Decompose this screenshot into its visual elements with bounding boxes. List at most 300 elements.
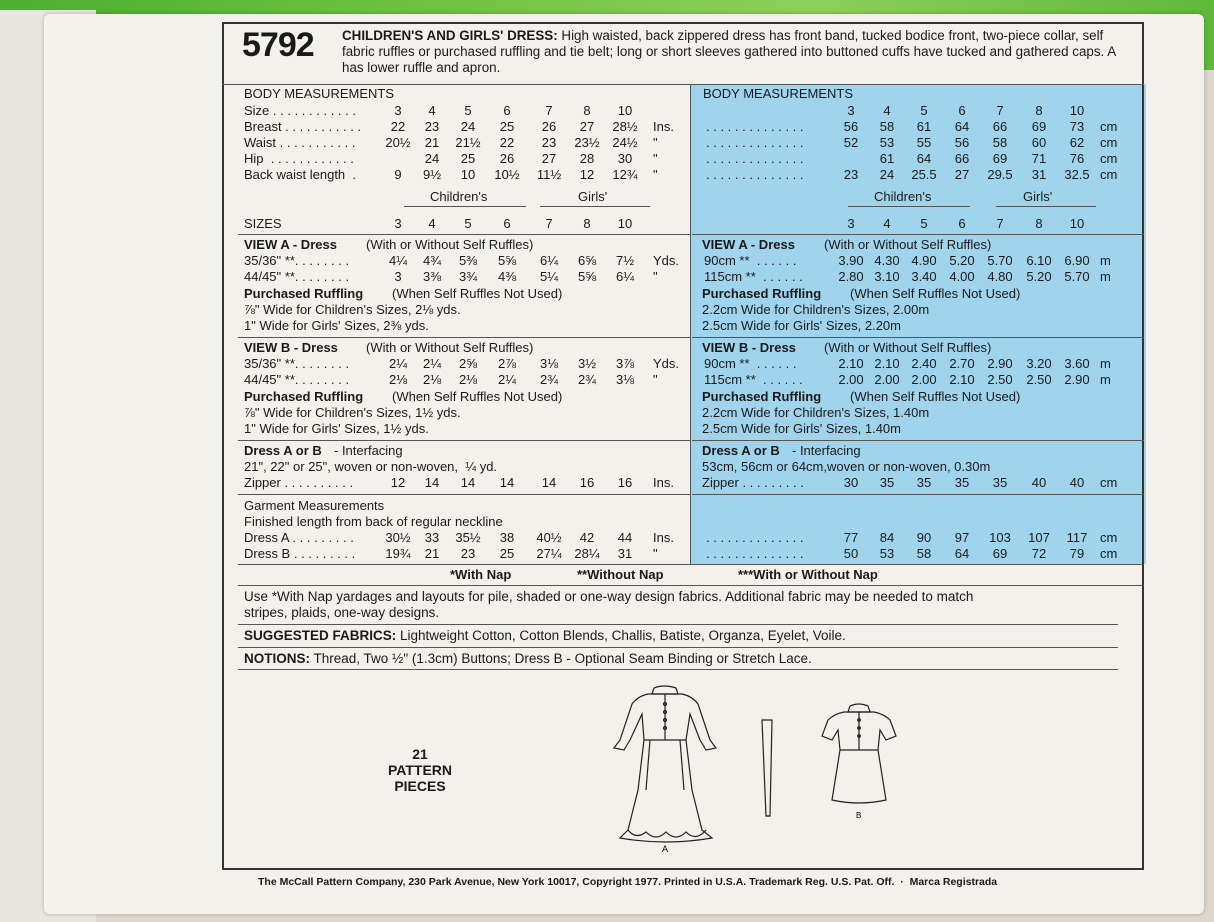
cell-value: 3⅛ bbox=[615, 372, 635, 387]
dot-leader: . . . . . . . . . . . . . . bbox=[706, 151, 804, 166]
cell-value: 3½ bbox=[577, 356, 597, 371]
cell-value: 56 bbox=[843, 119, 859, 134]
purchased-ruffling-sub: (When Self Ruffles Not Used) bbox=[392, 389, 563, 404]
view-b-title: VIEW B - Dress bbox=[702, 340, 796, 355]
divider bbox=[238, 647, 1118, 648]
cell-value: 3 bbox=[394, 103, 402, 118]
row-label: Breast . . . . . . . . . . . bbox=[244, 119, 362, 134]
cell-value: 10½ bbox=[494, 167, 520, 182]
cell-value: 4.80 bbox=[987, 269, 1013, 284]
cell-value: 7 bbox=[996, 103, 1004, 118]
cell-value: 69 bbox=[992, 546, 1008, 561]
cell-value: 35 bbox=[954, 475, 970, 490]
size: 8 bbox=[1035, 216, 1043, 231]
cell-value: 8 bbox=[583, 103, 591, 118]
column-divider bbox=[690, 84, 691, 564]
cell-value: 5.20 bbox=[949, 253, 975, 268]
unit: cm bbox=[1100, 151, 1118, 166]
cell-value: 3.90 bbox=[838, 253, 864, 268]
cell-value: 29.5 bbox=[987, 167, 1013, 182]
cell-value: 4.90 bbox=[911, 253, 937, 268]
row-label: 115cm ** . . . . . . bbox=[704, 269, 803, 284]
ruffling-girls: 2.5cm Wide for Girls' Sizes, 1.40m bbox=[702, 421, 901, 436]
cell-value: 2.00 bbox=[874, 372, 900, 387]
cell-value: 2⅛ bbox=[458, 372, 478, 387]
divider bbox=[692, 337, 1144, 338]
sizes-label: SIZES bbox=[244, 216, 282, 231]
row-label: 115cm ** . . . . . . bbox=[704, 372, 803, 387]
row-label: 90cm ** . . . . . . bbox=[704, 356, 797, 371]
cell-value: 61 bbox=[916, 119, 932, 134]
divider bbox=[848, 206, 970, 207]
cell-value: 5⅝ bbox=[577, 269, 597, 284]
cell-value: 4¾ bbox=[422, 253, 442, 268]
cell-value: 69 bbox=[992, 151, 1008, 166]
cell-value: 30 bbox=[617, 151, 633, 166]
purchased-ruffling-sub: (When Self Ruffles Not Used) bbox=[850, 389, 1021, 404]
cell-value: 23 bbox=[843, 167, 859, 182]
cell-value: 14 bbox=[541, 475, 557, 490]
cell-value: 6¼ bbox=[539, 253, 559, 268]
cell-value: 32.5 bbox=[1064, 167, 1090, 182]
cell-value: 2.90 bbox=[987, 356, 1013, 371]
without-nap-label: **Without Nap bbox=[577, 567, 664, 582]
cell-value: 72 bbox=[1031, 546, 1047, 561]
garment-sub: Finished length from back of regular neckline bbox=[244, 514, 503, 529]
fig-label-b: B bbox=[856, 811, 862, 820]
cell-value: 6.10 bbox=[1026, 253, 1052, 268]
fig-label-a: A bbox=[662, 844, 669, 854]
unit: " bbox=[653, 135, 658, 150]
divider bbox=[238, 585, 1144, 586]
cell-value: 44 bbox=[617, 530, 633, 545]
cell-value: 25 bbox=[499, 546, 515, 561]
unit: cm bbox=[1100, 530, 1118, 545]
cell-value: 12 bbox=[579, 167, 595, 182]
cell-value: 25 bbox=[460, 151, 476, 166]
size: 8 bbox=[583, 216, 591, 231]
cell-value: 6.90 bbox=[1064, 253, 1090, 268]
ruffling-children: 2.2cm Wide for Children's Sizes, 1.40m bbox=[702, 405, 930, 420]
divider bbox=[238, 234, 690, 235]
unit: Yds. bbox=[653, 356, 680, 371]
divider bbox=[540, 206, 650, 207]
cell-value: 2.10 bbox=[838, 356, 864, 371]
purchased-ruffling-sub: (When Self Ruffles Not Used) bbox=[850, 286, 1021, 301]
cell-value: 55 bbox=[916, 135, 932, 150]
cell-value: 21½ bbox=[455, 135, 481, 150]
cell-value: 73 bbox=[1069, 119, 1085, 134]
interfacing-sub: - Interfacing bbox=[792, 443, 861, 458]
cell-value: 2.00 bbox=[838, 372, 864, 387]
size: 6 bbox=[958, 216, 966, 231]
size: 4 bbox=[428, 216, 436, 231]
cell-value: 3.40 bbox=[911, 269, 937, 284]
purchased-ruffling-title: Purchased Ruffling bbox=[244, 389, 364, 404]
cell-value: 12 bbox=[390, 475, 406, 490]
divider bbox=[692, 234, 1144, 235]
cell-value: 53 bbox=[879, 546, 895, 561]
body-measurements-title: BODY MEASUREMENTS bbox=[703, 86, 854, 101]
cell-value: 4¼ bbox=[388, 253, 408, 268]
unit: m bbox=[1100, 372, 1111, 387]
notions-label: NOTIONS: bbox=[244, 651, 310, 666]
cell-value: 23 bbox=[541, 135, 557, 150]
cell-value: 38 bbox=[499, 530, 515, 545]
unit: Yds. bbox=[653, 253, 680, 268]
girls-label: Girls' bbox=[1023, 189, 1053, 204]
fabrics-label: SUGGESTED FABRICS: bbox=[244, 628, 397, 643]
cell-value: 9 bbox=[394, 167, 402, 182]
fabrics-text: Lightweight Cotton, Cotton Blends, Challis, Batiste, Organza, Eyelet, Voile. bbox=[400, 628, 846, 643]
cell-value: 2.50 bbox=[1026, 372, 1052, 387]
pattern-pieces-count bbox=[380, 746, 460, 794]
cell-value: 5.20 bbox=[1026, 269, 1052, 284]
dot-leader: . . . . . . . . . . . . . . bbox=[706, 135, 804, 150]
row-label: 44/45" **. . . . . . . . bbox=[244, 269, 350, 284]
cell-value: 69 bbox=[1031, 119, 1047, 134]
size: 6 bbox=[503, 216, 511, 231]
cell-value: 25 bbox=[499, 119, 515, 134]
cell-value: 27 bbox=[579, 119, 595, 134]
cell-value: 4.30 bbox=[874, 253, 900, 268]
cell-value: 5 bbox=[464, 103, 472, 118]
cell-value: 33 bbox=[424, 530, 440, 545]
description-text: High waisted, back zippered dress has front band, tucked bodice front, two-piece collar, self fabric ruffles or purchased ruffling and tie belt; long or short sleeves gathered into buttoned cuffs have tucked and gathered caps. A has lower ruffle and apron. bbox=[342, 28, 1116, 75]
cell-value: 21 bbox=[424, 546, 440, 561]
cell-value: 6¼ bbox=[615, 269, 635, 284]
dress-a-illustration bbox=[606, 680, 726, 870]
view-a-title: VIEW A - Dress bbox=[702, 237, 795, 252]
cell-value: 27 bbox=[954, 167, 970, 182]
row-label: Back waist length . bbox=[244, 167, 356, 182]
cell-value: 27 bbox=[541, 151, 557, 166]
cell-value: 8 bbox=[1035, 103, 1043, 118]
cell-value: 2.80 bbox=[838, 269, 864, 284]
size: 7 bbox=[545, 216, 553, 231]
cell-value: 40 bbox=[1069, 475, 1085, 490]
divider bbox=[996, 206, 1096, 207]
pieces-line1: PATTERN bbox=[387, 762, 453, 778]
unit: Ins. bbox=[653, 119, 674, 134]
cell-value: 76 bbox=[1069, 151, 1085, 166]
cell-value: 64 bbox=[954, 119, 970, 134]
cell-value: 3 bbox=[847, 103, 855, 118]
cell-value: 23½ bbox=[574, 135, 600, 150]
cell-value: 22 bbox=[390, 119, 406, 134]
use-text-1: Use *With Nap yardages and layouts for pile, shaded or one-way design fabrics. Additional fabric may be needed to match bbox=[244, 589, 974, 604]
cell-value: 2¼ bbox=[422, 356, 442, 371]
unit: m bbox=[1100, 269, 1111, 284]
interfacing-sub: - Interfacing bbox=[334, 443, 403, 458]
cell-value: 3⅞ bbox=[615, 356, 635, 371]
purchased-ruffling-sub: (When Self Ruffles Not Used) bbox=[392, 286, 563, 301]
cell-value: 3 bbox=[394, 269, 402, 284]
cell-value: 35 bbox=[916, 475, 932, 490]
cell-value: 52 bbox=[843, 135, 859, 150]
divider bbox=[238, 564, 1144, 565]
cell-value: 23 bbox=[460, 546, 476, 561]
cell-value: 6 bbox=[503, 103, 511, 118]
tie-belt-illustration bbox=[758, 716, 778, 822]
cell-value: 3.10 bbox=[874, 269, 900, 284]
dot-leader: . . . . . . . . . . . . . . bbox=[706, 167, 804, 182]
cell-value: 58 bbox=[992, 135, 1008, 150]
cell-value: 61 bbox=[879, 151, 895, 166]
cell-value: 117 bbox=[1066, 530, 1088, 545]
cell-value: 28 bbox=[579, 151, 595, 166]
divider bbox=[238, 624, 1118, 625]
cell-value: 16 bbox=[617, 475, 633, 490]
view-a-sub: (With or Without Self Ruffles) bbox=[824, 237, 992, 252]
divider bbox=[222, 84, 1144, 85]
girls-label: Girls' bbox=[578, 189, 608, 204]
size: 7 bbox=[996, 216, 1004, 231]
cell-value: 2.10 bbox=[874, 356, 900, 371]
row-label: Waist . . . . . . . . . . . bbox=[244, 135, 356, 150]
size: 10 bbox=[617, 216, 633, 231]
ruffling-children: ⅞" Wide for Children's Sizes, 2⅛ yds. bbox=[244, 302, 461, 317]
cell-value: 107 bbox=[1028, 530, 1050, 545]
row-label: Dress B . . . . . . . . . bbox=[244, 546, 356, 561]
pieces-line2: PIECES bbox=[394, 778, 446, 794]
purchased-ruffling-title: Purchased Ruffling bbox=[702, 389, 822, 404]
divider bbox=[238, 669, 1118, 670]
cell-value: 30½ bbox=[385, 530, 411, 545]
dot-leader: . . . . . . . . . . . . . . bbox=[706, 530, 804, 545]
cell-value: 71 bbox=[1031, 151, 1047, 166]
unit: " bbox=[653, 151, 658, 166]
childrens-label: Children's bbox=[874, 189, 932, 204]
unit: m bbox=[1100, 356, 1111, 371]
cell-value: 97 bbox=[954, 530, 970, 545]
row-label: 90cm ** . . . . . . bbox=[704, 253, 797, 268]
cell-value: 10 bbox=[617, 103, 633, 118]
cell-value: 42 bbox=[579, 530, 595, 545]
ruffling-girls: 1" Wide for Girls' Sizes, 2⅜ yds. bbox=[244, 318, 429, 333]
unit: " bbox=[653, 546, 658, 561]
cell-value: 20½ bbox=[385, 135, 411, 150]
size: 5 bbox=[920, 216, 928, 231]
view-b-title: VIEW B - Dress bbox=[244, 340, 338, 355]
unit: cm bbox=[1100, 119, 1118, 134]
cell-value: 6 bbox=[958, 103, 966, 118]
cell-value: 24½ bbox=[612, 135, 638, 150]
size: 3 bbox=[847, 216, 855, 231]
dot-leader: . . . . . . . . . . . . . . bbox=[706, 546, 804, 561]
cell-value: 4 bbox=[883, 103, 891, 118]
cell-value: 7 bbox=[545, 103, 553, 118]
cell-value: 62 bbox=[1069, 135, 1085, 150]
size: 3 bbox=[394, 216, 402, 231]
cell-value: 23 bbox=[424, 119, 440, 134]
cell-value: 5.70 bbox=[987, 253, 1013, 268]
cell-value: 30 bbox=[843, 475, 859, 490]
cell-value: 31 bbox=[617, 546, 633, 561]
notions-text: Thread, Two ½" (1.3cm) Buttons; Dress B - Optional Seam Binding or Stretch Lace. bbox=[313, 651, 812, 666]
view-b-sub: (With or Without Self Ruffles) bbox=[824, 340, 992, 355]
pattern-description bbox=[342, 28, 1132, 76]
row-label: 35/36" **. . . . . . . . bbox=[244, 253, 350, 268]
cell-value: 21 bbox=[424, 135, 440, 150]
description-title: CHILDREN'S AND GIRLS' DRESS: bbox=[342, 28, 558, 43]
cell-value: 2.10 bbox=[949, 372, 975, 387]
with-nap-label: *With Nap bbox=[450, 567, 512, 582]
cell-value: 10 bbox=[460, 167, 476, 182]
row-label: 35/36" **. . . . . . . . bbox=[244, 356, 350, 371]
footer-copyright: The McCall Pattern Company, 230 Park Avenue, New York 10017, Copyright 1977. Printed in U.S.A. Trademark Reg. U.S. Pat. Off. · Marca Registrada bbox=[258, 876, 998, 888]
cell-value: 2.40 bbox=[911, 356, 937, 371]
cell-value: 5⅜ bbox=[458, 253, 478, 268]
cell-value: 3.60 bbox=[1064, 356, 1090, 371]
purchased-ruffling-title: Purchased Ruffling bbox=[702, 286, 822, 301]
unit: cm bbox=[1100, 167, 1118, 182]
cell-value: 5¼ bbox=[539, 269, 559, 284]
cell-value: 14 bbox=[499, 475, 515, 490]
cell-value: 4 bbox=[428, 103, 436, 118]
either-nap-label: ***With or Without Nap bbox=[738, 567, 878, 582]
cell-value: 14 bbox=[460, 475, 476, 490]
cell-value: 14 bbox=[424, 475, 440, 490]
cell-value: 2⅛ bbox=[422, 372, 442, 387]
cell-value: 2.00 bbox=[911, 372, 937, 387]
cell-value: 53 bbox=[879, 135, 895, 150]
ruffling-children: 2.2cm Wide for Children's Sizes, 2.00m bbox=[702, 302, 930, 317]
cell-value: 5 bbox=[920, 103, 928, 118]
view-a-title: VIEW A - Dress bbox=[244, 237, 337, 252]
cell-value: 2⅞ bbox=[497, 356, 517, 371]
cell-value: 3¾ bbox=[458, 269, 478, 284]
cell-value: 11½ bbox=[536, 167, 562, 182]
interfacing-title: Dress A or B bbox=[244, 443, 322, 458]
cell-value: 2¾ bbox=[539, 372, 559, 387]
cell-value: 84 bbox=[879, 530, 895, 545]
cell-value: 103 bbox=[989, 530, 1011, 545]
cell-value: 64 bbox=[954, 546, 970, 561]
row-label: Hip . . . . . . . . . . . . bbox=[244, 151, 354, 166]
cell-value: 5⅝ bbox=[497, 253, 517, 268]
cell-value: 4.00 bbox=[949, 269, 975, 284]
unit: m bbox=[1100, 253, 1111, 268]
cell-value: 24 bbox=[879, 167, 895, 182]
cell-value: 9½ bbox=[422, 167, 442, 182]
view-a-sub: (With or Without Self Ruffles) bbox=[366, 237, 534, 252]
cell-value: 2.70 bbox=[949, 356, 975, 371]
divider bbox=[692, 494, 1144, 495]
cell-value: 3⅜ bbox=[422, 269, 442, 284]
cell-value: 2¾ bbox=[577, 372, 597, 387]
dot-leader: . . . . . . . . . . . . . . bbox=[706, 119, 804, 134]
cell-value: 28¼ bbox=[574, 546, 600, 561]
unit: cm bbox=[1100, 475, 1118, 490]
unit: Ins. bbox=[653, 530, 674, 545]
row-label: Zipper . . . . . . . . . bbox=[702, 475, 804, 490]
view-b-sub: (With or Without Self Ruffles) bbox=[366, 340, 534, 355]
cell-value: 2⅛ bbox=[388, 372, 408, 387]
ruffling-girls: 1" Wide for Girls' Sizes, 1½ yds. bbox=[244, 421, 429, 436]
cell-value: 40 bbox=[1031, 475, 1047, 490]
cell-value: 10 bbox=[1069, 103, 1085, 118]
cell-value: 35 bbox=[992, 475, 1008, 490]
cell-value: 25.5 bbox=[911, 167, 937, 182]
cell-value: 40½ bbox=[536, 530, 562, 545]
cell-value: 79 bbox=[1069, 546, 1085, 561]
size: 10 bbox=[1069, 216, 1085, 231]
cell-value: 12¾ bbox=[612, 167, 638, 182]
cell-value: 22 bbox=[499, 135, 515, 150]
cell-value: 5.70 bbox=[1064, 269, 1090, 284]
body-measurements-title: BODY MEASUREMENTS bbox=[244, 86, 395, 101]
childrens-label: Children's bbox=[430, 189, 488, 204]
pieces-number: 21 bbox=[412, 746, 428, 762]
cell-value: 24 bbox=[424, 151, 440, 166]
unit: Ins. bbox=[653, 475, 674, 490]
cell-value: 77 bbox=[843, 530, 859, 545]
ruffling-girls: 2.5cm Wide for Girls' Sizes, 2.20m bbox=[702, 318, 901, 333]
row-label: Size . . . . . . . . . . . . bbox=[244, 103, 356, 118]
cell-value: 66 bbox=[992, 119, 1008, 134]
cell-value: 50 bbox=[843, 546, 859, 561]
cell-value: 28½ bbox=[612, 119, 638, 134]
cell-value: 66 bbox=[954, 151, 970, 166]
cell-value: 19¾ bbox=[385, 546, 411, 561]
cell-value: 58 bbox=[879, 119, 895, 134]
row-label: 44/45" **. . . . . . . . bbox=[244, 372, 350, 387]
cell-value: 35½ bbox=[455, 530, 481, 545]
row-label: Zipper . . . . . . . . . . bbox=[244, 475, 354, 490]
cell-value: 31 bbox=[1031, 167, 1047, 182]
cell-value: 26 bbox=[499, 151, 515, 166]
cell-value: 90 bbox=[916, 530, 932, 545]
interfacing-text: 53cm, 56cm or 64cm,woven or non-woven, 0.30m bbox=[702, 459, 991, 474]
divider bbox=[238, 440, 690, 441]
header bbox=[222, 22, 1144, 84]
size: 4 bbox=[883, 216, 891, 231]
unit: cm bbox=[1100, 135, 1118, 150]
divider bbox=[238, 494, 690, 495]
cell-value: 60 bbox=[1031, 135, 1047, 150]
cell-value: 26 bbox=[541, 119, 557, 134]
cell-value: 2.50 bbox=[987, 372, 1013, 387]
cell-value: 2⅝ bbox=[458, 356, 478, 371]
divider bbox=[692, 440, 1144, 441]
cell-value: 35 bbox=[879, 475, 895, 490]
purchased-ruffling-title: Purchased Ruffling bbox=[244, 286, 364, 301]
cell-value: 16 bbox=[579, 475, 595, 490]
cell-value: 64 bbox=[916, 151, 932, 166]
divider bbox=[404, 206, 526, 207]
cell-value: 3.20 bbox=[1026, 356, 1052, 371]
cell-value: 2¼ bbox=[388, 356, 408, 371]
cell-value: 3⅛ bbox=[539, 356, 559, 371]
row-label: Dress A . . . . . . . . . bbox=[244, 530, 354, 545]
unit: " bbox=[653, 167, 658, 182]
garment-title: Garment Measurements bbox=[244, 498, 385, 513]
cell-value: 4⅜ bbox=[497, 269, 517, 284]
ruffling-children: ⅞" Wide for Children's Sizes, 1½ yds. bbox=[244, 405, 461, 420]
dress-b-illustration bbox=[816, 700, 902, 824]
cell-value: 56 bbox=[954, 135, 970, 150]
cell-value: 2.90 bbox=[1064, 372, 1090, 387]
divider bbox=[238, 337, 690, 338]
cell-value: 27¼ bbox=[536, 546, 562, 561]
cell-value: 7½ bbox=[615, 253, 635, 268]
cell-value: 24 bbox=[460, 119, 476, 134]
interfacing-text: 21", 22" or 25", woven or non-woven, ¼ yd. bbox=[244, 459, 498, 474]
pattern-number: 5792 bbox=[242, 26, 314, 64]
use-text-2: stripes, plaids, one-way designs. bbox=[244, 605, 440, 620]
unit: " bbox=[653, 372, 658, 387]
